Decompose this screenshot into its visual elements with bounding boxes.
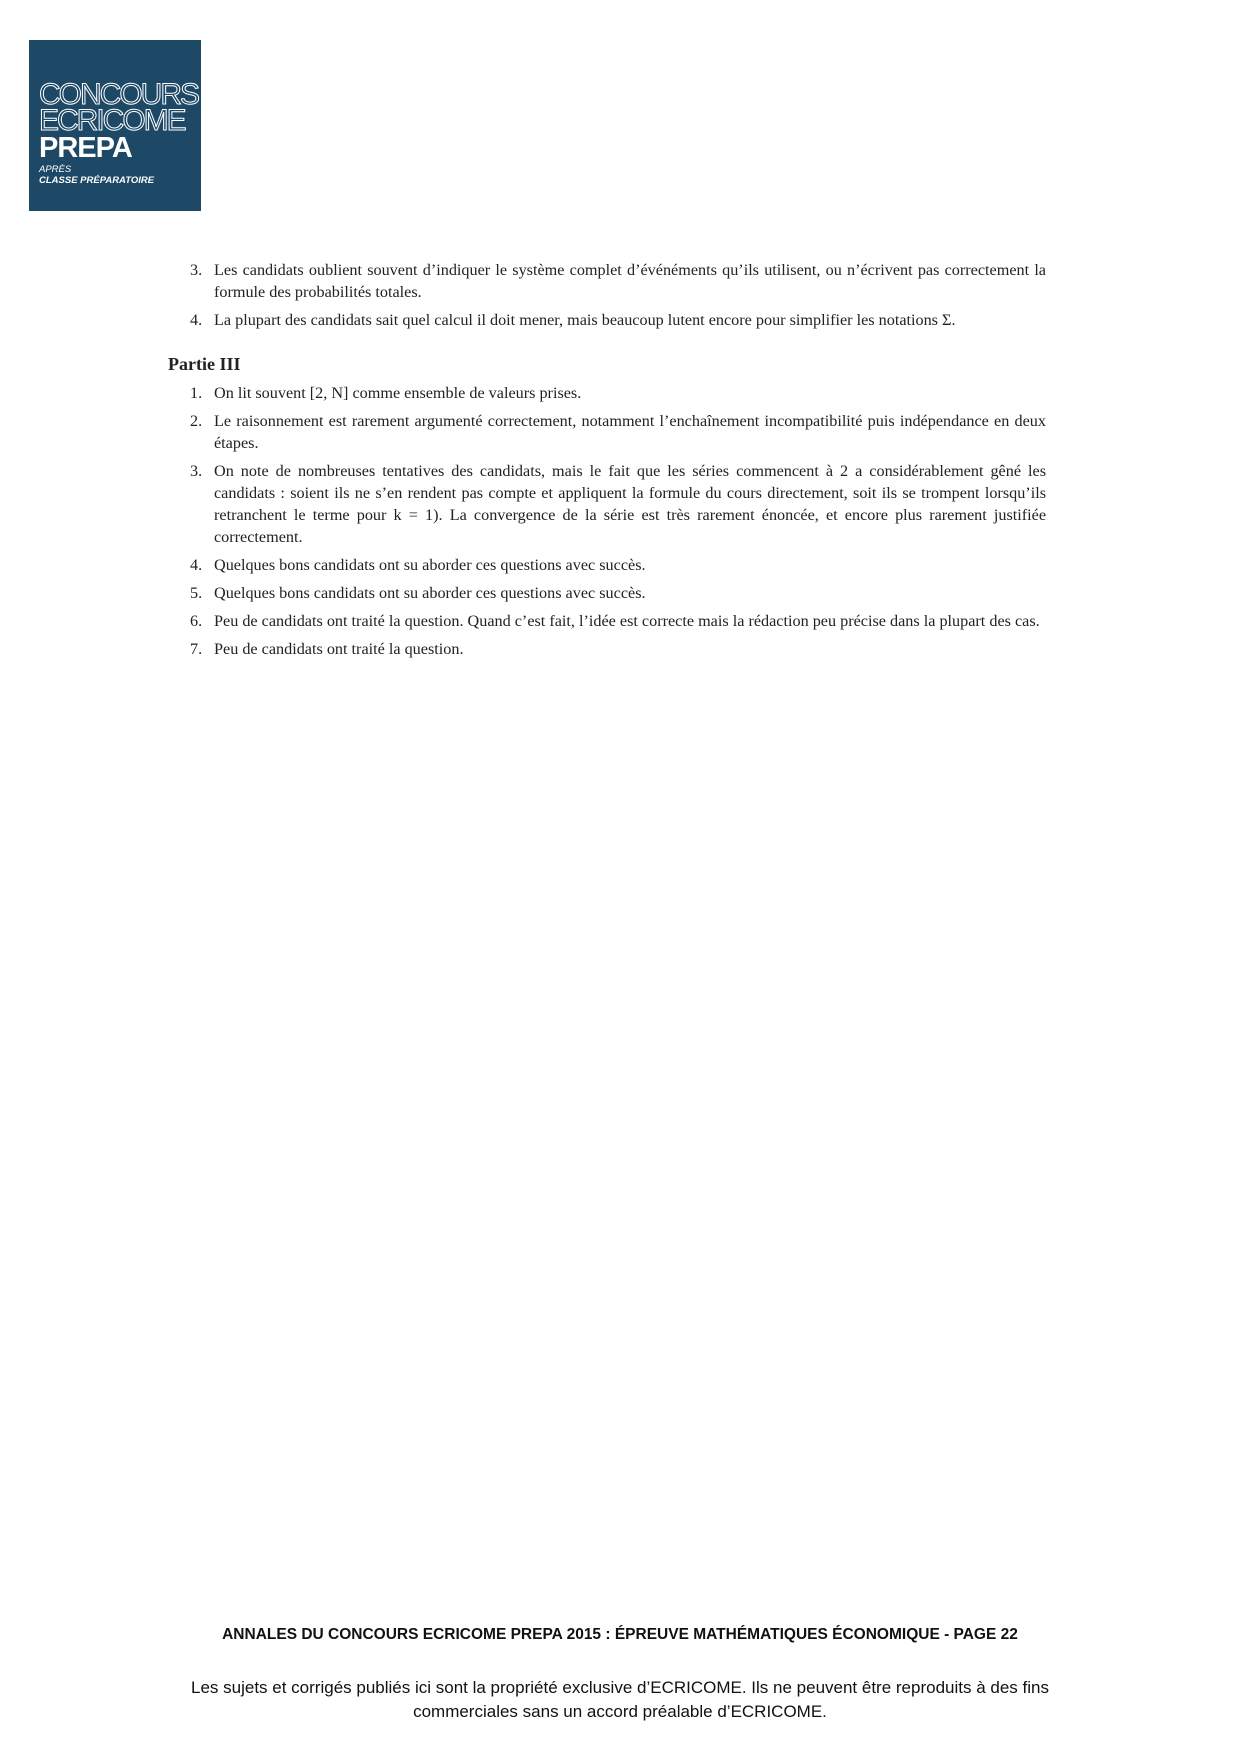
footer-copyright-note: Les sujets et corrigés publiés ici sont la propriété exclusive d’ECRICOME. Ils ne peuvent être reproduits à des fins commerciales sans un accord préalable d’ECRICOME. xyxy=(191,1678,1049,1721)
item-number: 6. xyxy=(190,612,203,630)
list-item xyxy=(168,259,1046,303)
item-text: Quelques bons candidats ont su aborder ces questions avec succès. xyxy=(214,584,646,602)
item-text: Le raisonnement est rarement argumenté correctement, notamment l’enchaînement incompatibilité puis indépendance en deux étapes. xyxy=(214,412,1046,452)
partie-2-list xyxy=(168,259,1046,331)
list-item xyxy=(168,382,1046,404)
item-number: 4. xyxy=(190,311,203,329)
item-number: 3. xyxy=(190,462,203,480)
list-item xyxy=(168,638,1046,660)
item-number: 2. xyxy=(190,412,203,430)
list-item xyxy=(168,582,1046,604)
footer-title: ANNALES DU CONCOURS ECRICOME PREPA 2015 : ÉPREUVE MATHÉMATIQUES ÉCONOMIQUE - PAGE 22 xyxy=(222,1626,1018,1643)
list-item xyxy=(168,309,1046,331)
item-text: Quelques bons candidats ont su aborder ces questions avec succès. xyxy=(214,556,646,574)
list-item xyxy=(168,610,1046,632)
item-number: 1. xyxy=(190,384,203,402)
logo-line-apres: APRÈS xyxy=(39,164,72,175)
ecricome-logo xyxy=(29,40,201,211)
report-content xyxy=(168,259,1046,666)
item-text: La plupart des candidats sait quel calcul il doit mener, mais beaucoup lutent encore pour simplifier les notations Σ. xyxy=(214,311,956,329)
item-text: On note de nombreuses tentatives des candidats, mais le fait que les séries commencent à 2 a considérablement gêné les candidats : soient ils ne s’en rendent pas compte et appliquent la formule du cours directement, soit ils se trompent lorsqu’ils retranchent le terme pour k = 1). La convergence de la série est très rarement énoncée, et encore plus rarement justifiée correctement. xyxy=(214,462,1046,546)
item-text: On lit souvent [2, N] comme ensemble de valeurs prises. xyxy=(214,384,582,402)
item-number: 5. xyxy=(190,584,203,602)
item-number: 3. xyxy=(190,261,203,279)
item-text: Peu de candidats ont traité la question. xyxy=(214,640,464,658)
list-item xyxy=(168,554,1046,576)
logo-line-ecricome: ECRICOME xyxy=(39,104,185,137)
list-item xyxy=(168,460,1046,548)
item-text: Les candidats oublient souvent d’indiquer le système complet d’événéments qu’ils utilisent, ou n’écrivent pas correctement la formule des probabilités totales. xyxy=(214,261,1046,301)
partie-3-list xyxy=(168,382,1046,660)
logo-line-prepa: PREPA xyxy=(39,132,132,164)
logo-line-classe-preparatoire: CLASSE PRÉPARATOIRE xyxy=(39,175,155,186)
item-number: 7. xyxy=(190,640,203,658)
item-text: Peu de candidats ont traité la question. Quand c’est fait, l’idée est correcte mais la rédaction peu précise dans la plupart des cas. xyxy=(214,612,1040,630)
section-title-partie-3: Partie III xyxy=(168,354,241,374)
logo-line-concours: CONCOURS xyxy=(39,78,199,111)
item-number: 4. xyxy=(190,556,203,574)
list-item xyxy=(168,410,1046,454)
